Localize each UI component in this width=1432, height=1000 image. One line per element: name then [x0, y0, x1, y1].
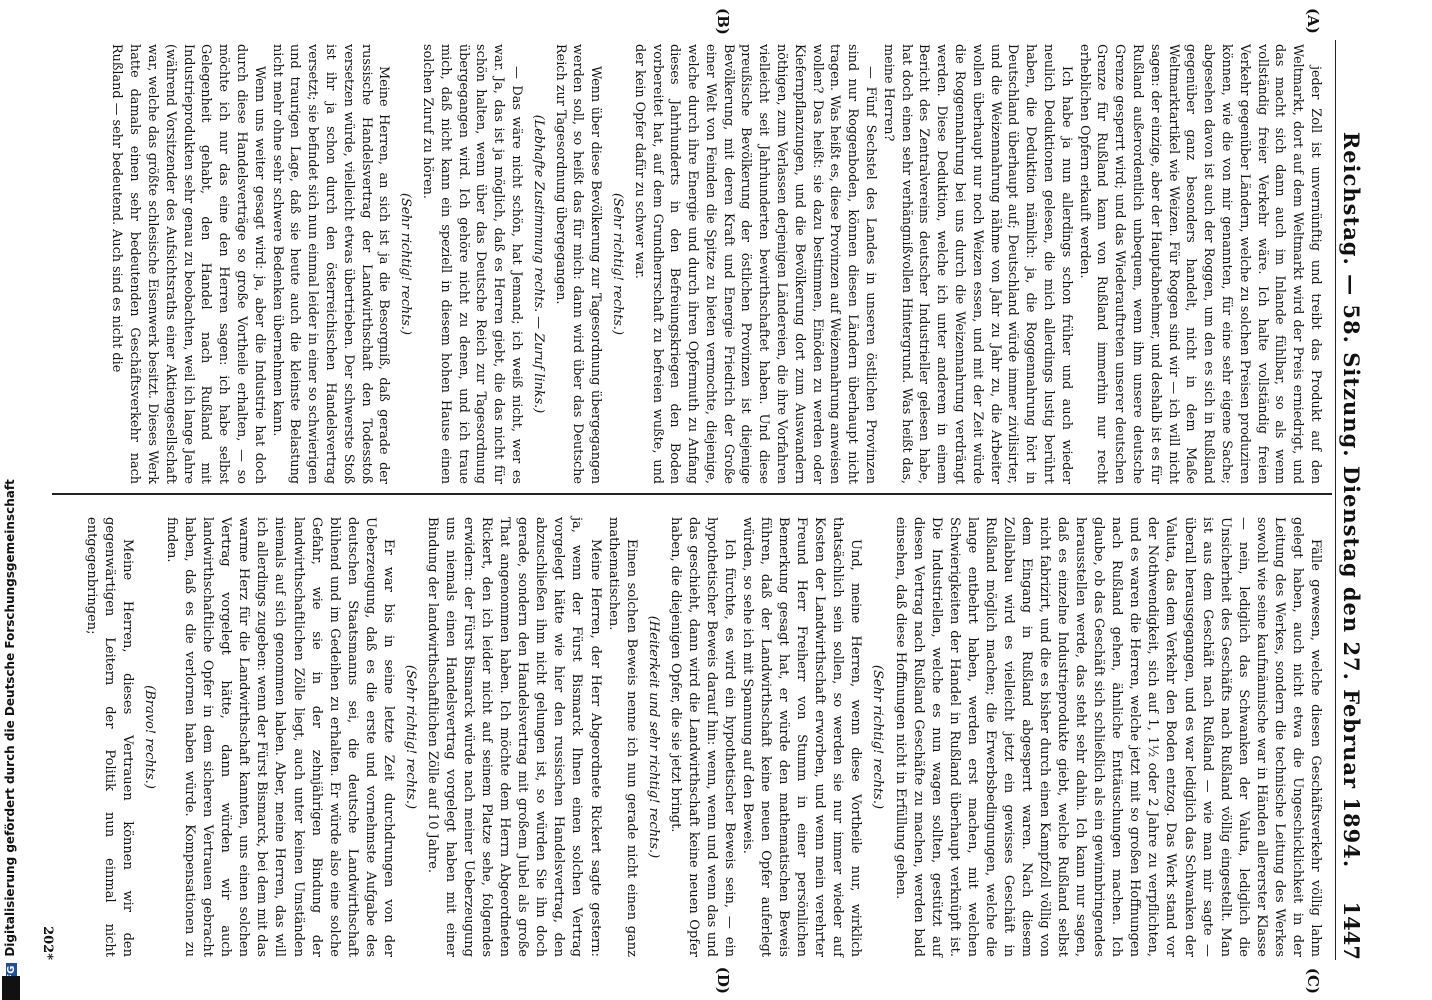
left-column-paragraph: Meine Herren, an sich ist ja die Besorgniß, daß gerade der russische Handelsvertrag der Landwirthschaft den Todesstoß versetzen würde, vielleicht etwas übertrieben. Der schwerste Stoß ist ihr ja schon durch den österreichischen Handelsvertrag versetzt; sie befindet sich nun einmal leider in einer so schwierigen und traurigen Lage, daß sie heute auch die kleinste Belastung nicht mehr ohne sehr schwere Bedenken übernehmen kann. [269, 44, 392, 484]
right-column-paragraph: Ich fürchte, es wird ein hypothetischer Beweis sein, — ein hypothetischer Beweis darauf hin: wenn, wenn und wenn das und das geschieht, dann wird die Landwirthschaft keine neuen Opfer haben, die diejenigen Opfer, die sie jetzt bringt. [667, 517, 737, 957]
margin-letter-b: (B) [714, 8, 732, 35]
digitization-label: Digitalisierung gefördert durch die Deutsche Forschungsgemeinschaft [3, 479, 17, 957]
digitization-strip [0, 0, 22, 1000]
right-column-reaction: (Sehr richtig! rechts.) [402, 664, 418, 810]
page-header [1335, 40, 1370, 960]
right-column-reaction: (Heiterkeit und sehr richtig! rechts.) [645, 615, 661, 859]
left-text-column [108, 44, 1324, 484]
right-column-paragraph: Einen solchen Beweis nenne ich nun gerade nicht einen ganz mathematischen. [605, 517, 639, 957]
right-column-reaction: (Bravo! rechts.) [142, 685, 158, 789]
column-divider [52, 493, 1332, 495]
left-column-paragraph: — Das wäre nicht schön, hat Jemand; ich weiß nicht, wer es war. Ja, das ist ja möglich, daß es Herren giebt, die das nicht für schön halten, wenn über das Deutsche Reich zur Tagesordnung übergegangen wird. Ich gehöre nicht zu denen, und ich traue mich, daß nicht kann ein speziell in diesem hohen Hause einen solchen Zuruf zu hören. [419, 44, 524, 484]
margin-letter-d: (D) [714, 966, 732, 994]
right-column-paragraph: Fälle gewesen, welche diesen Geschäftsverkehr völlig lahm gelegt haben, auch nicht etwa die Ungeschicklichkeit in der Leitung des Werkes, sondern die technische Leitung des Werkes sowohl wie seine kaufmännische war in Händen allererster Klasse — nein, lediglich das Schwanken der Valuta, lediglich die Unsicherheit des Geschäfts nach Rußland völlig eingestellt. Man ist aus dem Geschäft nach Rußland — wie man mir sagte — überall herausgegangen, und es war lediglich das Schwanken der Valuta, das dem Verkehr den Boden entzog. Das Werk stand vor der Nothwendigkeit, sich auf 1, 1½ oder 2 Jahre zu verpflichten, und es waren die Herren, welche jetzt mit so großen Hoffnungen nach Rußland gehen, ähnliche Enttäuschungen machen. Ich glaube, ob das Geschäft sich schließlich als ein gewinnbringendes herausstellen werde, das steht sehr dahin. Ich kann nur sagen, daß es einzelne Industrieprodukte giebt, welche Rußland selbst nicht fabrizirt, und die es bisher durch einen Kampfzoll völlig von dem Eingang in Rußland abgesperrt waren. Nach diesem Zollabbau wird es vielleicht jetzt ein gewisses Geschäft in Rußland möglich machen; die Erwerbsbedingungen, welche die lange entbehrt haben, werden erst machen, mit welchen Schwierigkeiten der Handel in Rußland überhaupt verknüpft ist. Die Industriellen, welche es nun wagen sollten, gestützt auf diesen Vertrag nach Rußland Geschäfte zu machen, werden bald einsehen, daß diese Hoffnungen nicht in Erfüllung gehen. [892, 517, 1323, 957]
right-column-paragraph: Meine Herren, dieses Vertrauen können wir den gegenwärtigen Leitern der Politik nun einmal nicht entgegenbringen; [83, 517, 135, 957]
right-column-paragraph: Er war bis in seine letzte Zeit durchdrungen von der Ueberzeugung, daß es die erste und vornehmste Aufgabe des deutschen Staatsmanns sei, die deutsche Landwirthschaft blühend und im Gedeihen zu erhalten. Er würde also eine solche Gefahr, wie sie in der zehnjährigen Bindung der landwirthschaftlichen Zölle liegt, auch unter keinen Umständen niemals auf sich genommen haben. Aber, meine Herren, das will ich allerdings zugeben: wenn der Fürst Bismarck, bei dem mit das warme Herz für die Landwirthschaft kannten, uns einen solchen Vertrag vorgelegt hätte, dann würden wir auch landwirthschaftliche Opfer in dem sicheren Vertrauen gebracht haben, daß es die verlornen haben würde. Kompensationen zu finden. [164, 517, 396, 957]
margin-letter-a: (A) [1304, 8, 1322, 34]
right-column-paragraph: Und, meine Herren, wenn diese Vortheile nur, wirklich thatsächlich sein sollen, so werden sie nur immer wieder auf Kosten der Landwirthschaft erworben, und wenn mein verehrter Freund Herr Freiherr von Stumm in einer persönlichen Bemerkung gesagt hat, er würde den mathematischen Beweis führen, daß der Landwirthschaft keine neuen Opfer auferlegt würden, so sehe ich mit Spannung auf den Beweis. [740, 517, 864, 957]
left-column-paragraph: — Fünf Sechstel des Landes in unseren östlichen Provinzen sind nur Roggenboden, können diesen Ländern überhaupt nicht tragen. Was heißt es, diese Provinzen auf Weizennahrung anweisen wollen? Das heißt: sie dazu bestimmen, Einöden zu werden oder Kiefernpflanzungen, und die Bevölkerung dort zum Auswandern nöthigen, zum Verlassen derjenigen Ländereien, die ihre Vorfahren vielleicht seit Jahrhunderten bewirthschaftet haben. Und diese preußische Bevölkerung der östlichen Provinzen ist diejenige Bevölkerung, mit deren Kraft und Energie Friedrich der Große einer Welt von Feinden die Spitze zu bieten vermochte, diejenige, welche durch ihre Energie und durch ihren Opfermuth zu Anfang dieses Jahrhunderts in den Befreiungskriegen den Boden vorbereitet hat, auf dem Grundherrschaft zu befreien wußte, und der kein Opfer dafür zu schwer war. [631, 44, 879, 484]
left-column-paragraph: Ich habe ja nun allerdings schon früher und auch wieder neulich Deduktionen gelesen, die mich allerdings lustig berührt haben, die Deduktion nämlich: ja, die Roggennahrung hört in Deutschland überhaupt auf; Deutschland würde immer zivilisirter, und die Weizennahrung nähme von Jahr zu Jahr zu, die Arbeiter wollen überhaupt nur noch Weizen essen, und mit der Zeit würde die Roggennahrung bei uns durch die Weizennahrung verdrängt werden. Diese Deduktion, welche ich unter anderem in einem Bericht des Zentralvereins deutscher Industrieller gelesen habe, hat doch einen sehr verhängnißvollen Hintergrund. Was heißt das, meine Herren? [880, 44, 1074, 484]
left-column-reaction: (Sehr richtig! rechts.) [609, 193, 625, 335]
left-column-reaction: (Sehr richtig! rechts.) [398, 193, 414, 335]
right-text-column [82, 517, 1324, 957]
right-column-paragraph: Meine Herren, der Herr Abgeordnete Rickert sagte gestern: ja, wenn der Fürst Bismarck Ihnen einen solchen Vertrag vorgelegt hätte wie hier den russischen Handelsvertrag, den abzuschließen ihm nicht gelungen ist, so würden Sie ihn doch gerade, sondern den Handelsvertrag mit großem Jubel als große That angenommen haben. Ich möchte dem Herrn Abgeordneten Rickert, den ich leider nicht auf seinem Platze sehe, folgendes erwidern: der Fürst Bismarck würde nach meiner Ueberzeugung uns niemals einen Handelsvertrag vorgelegt haben mit einer Bindung der landwirthschaftlichen Zölle auf 10 Jahre. [425, 517, 603, 957]
digitization-credit [3, 2, 19, 992]
page-number: 1447 [1339, 901, 1364, 960]
page-title: Reichstag. — 58. Sitzung. Dienstag den 27. Februar 1894. [1339, 131, 1364, 869]
left-column-paragraph: Wenn uns weiter gesagt wird: ja, aber die Industrie hat doch durch diese Handelsverträge so große Vortheile erhalten, — so möchte ich nur das eine den Herren sagen: ich habe selbst Gelegenheit gehabt, den Handel nach Rußland mit Industrieprodukten sehr genau zu beobachten, weil ich lange Jahre (während Vorsitzender des Aufsichtsraths einer Aktiengesellschaft war, welche das größte schlesische Eisenwerk besitzt. Dieses Werk hatte damals einen sehr bedeutenden Geschäftsverkehr nach Rußland — sehr bedeutend. Auch sind es nicht die [109, 44, 267, 484]
right-column-reaction: (Sehr richtig! rechts.) [870, 664, 886, 810]
left-column-reaction: (Lebhafte Zustimmung rechts. — Zuruf links.) [530, 114, 546, 414]
left-column-paragraph: jeder Zoll ist unvernünftig und treibt das Produkt auf den Weltmarkt, dort auf dem Weltmarkt wird der Preis erniedrigt, und das macht sich dann auch im Inlande fühlbar, so als wenn vollständig freier Verkehr wäre. Ich halte vollständig freien Verkehr gegenüber Ländern, welche zu solchen Preisen produziren können, wie die von mir genannten, für eine sehr eigene Sache; abgesehen davon ist auch der Roggen, um den es sich in Rußland gegenüber ganz besonders handelt, nicht in dem Maße Weltmarktartikel wie Weizen. Für Roggen sind wir — ich will nicht sagen: der einzige, aber der Hauptabnehmer, und deshalb ist es für Rußland außerordentlich unbequem, wenn ihm unsere deutsche Grenze gesperrt wird; und das Wiederauftreten unserer deutschen Grenze für Rußland kann von Rußland immerhin nur recht erheblichen Opfern erkauft werden. [1076, 44, 1323, 484]
scan-edge-mark [2, 976, 20, 1000]
margin-letter-c: (C) [1304, 967, 1322, 994]
signature-mark: 202* [40, 926, 55, 960]
left-column-paragraph: Wenn über diese Bevölkerung zur Tagesordnung übergegangen werden soll, so heißt das für mich: dann wird über das Deutsche Reich zur Tagesordnung übergegangen. [552, 44, 604, 484]
